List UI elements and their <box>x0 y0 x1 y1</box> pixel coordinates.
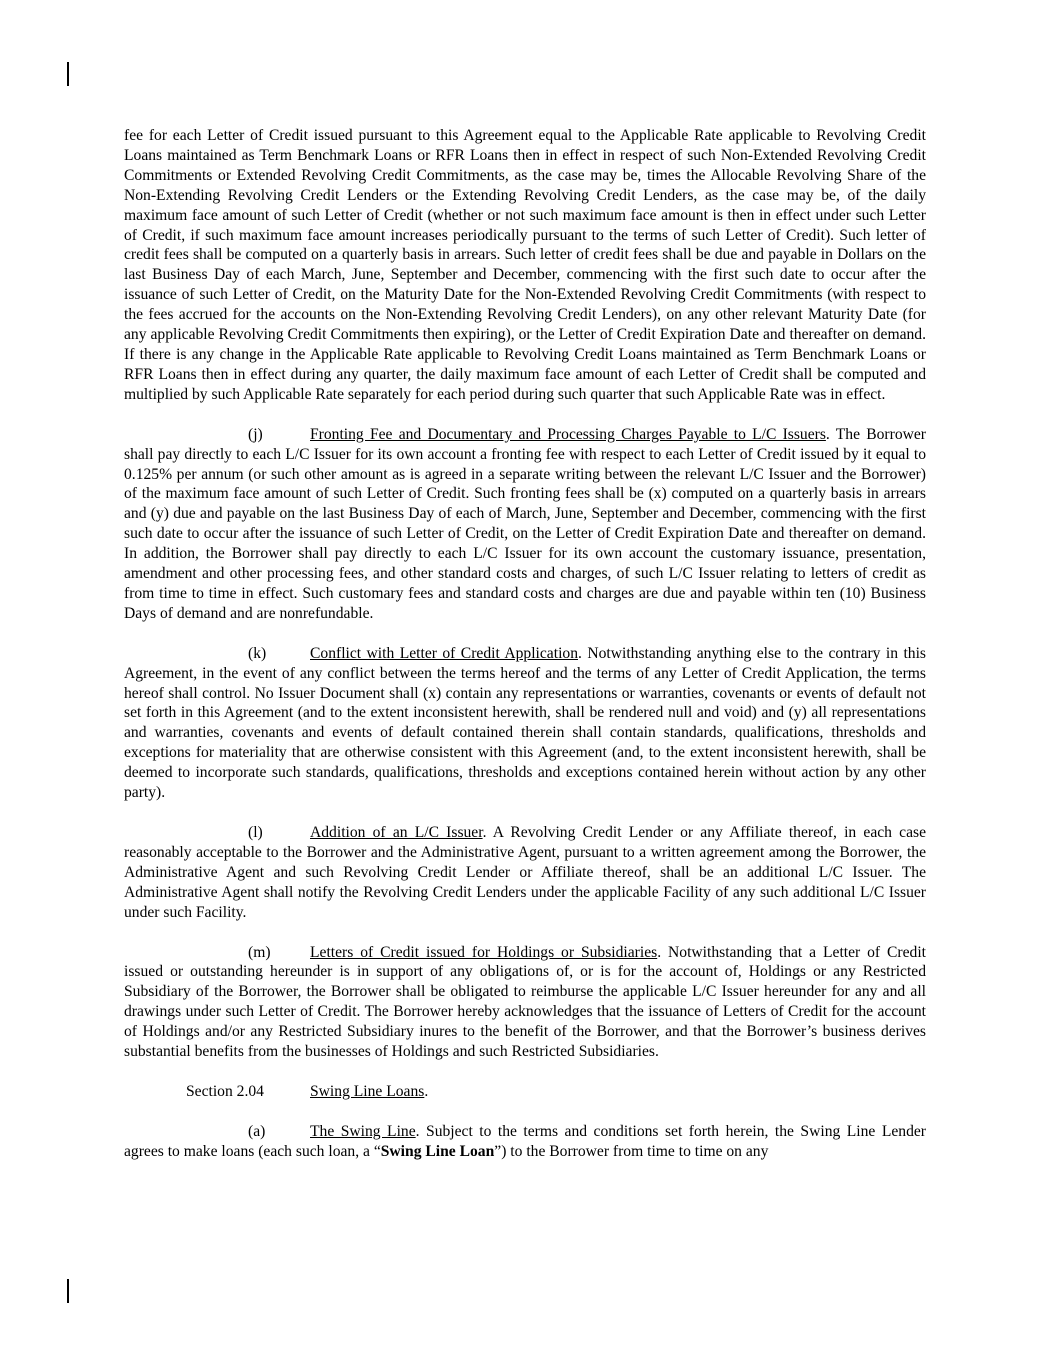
paragraph-text: fee for each Letter of Credit issued pursuant to this Agreement equal to the Applicable Rate applicable to Revolving Credit Loans maintained as Term Benchmark Loans or RFR Loans then in effect in respect of such Non-Extended Revolving Credit Commitments or Extended Revolving Credit Commitments, as the case may be, times the Allocable Revolving Share of the Non-Extending Revolving Credit Lenders or the Extending Revolving Credit Lenders, as the case may be, of the daily maximum face amount of such Letter of Credit (whether or not such maximum face amount is then in effect under such Letter of Credit, if such maximum face amount increases periodically pursuant to the terms of such Letter of Credit). Such letter of credit fees shall be computed on a quarterly basis in arrears. Such letter of credit fees shall be due and payable in Dollars on the last Business Day of each March, June, September and December, commencing with the first such date to occur after the issuance of such Letter of Credit, on the Maturity Date for the Non-Extended Revolving Credit Commitments (with respect to the fees accrued for the accounts on the Non-Extending Revolving Credit Lenders), on any other relevant Maturity Date (for any applicable Revolving Credit Commitments then expiring), or the Letter of Credit Expiration Date and thereafter on demand. If there is any change in the Applicable Rate applicable to Revolving Credit Loans maintained as Term Benchmark Loans or RFR Loans then in effect during any quarter, the daily maximum face amount of each Letter of Credit shall be computed and multiplied by such Applicable Rate separately for each period during such quarter that such Applicable Rate was in effect. <box>124 127 926 403</box>
bottom-margin-mark <box>67 1279 69 1303</box>
paragraph-a <box>124 1122 926 1162</box>
paragraph-number: (l) <box>248 824 263 841</box>
paragraph-text: . The Borrower shall pay directly to each L/C Issuer for its own account a fronting fee with respect to each Letter of Credit issued by it equal to 0.125% per annum (or such other amount as is agreed in a separate writing between the relevant L/C Issuer and the Borrower) of the maximum face amount of such Letter of Credit. Such fronting fees shall be (x) computed on a quarterly basis in arrears and (y) due and payable on the last Business Day of each of March, June, September and December, commencing with the first such date to occur after the issuance of such Letter of Credit, on the Letter of Credit Expiration Date and thereafter on demand. In addition, the Borrower shall pay directly to each L/C Issuer for its own account the customary issuance, presentation, amendment and other processing fees, and other standard costs and charges, of such L/C Issuer relating to letters of credit as from time to time in effect. Such customary fees and standard costs and charges are due and payable within ten (10) Business Days of demand and are nonrefundable. <box>124 425 926 622</box>
paragraph-text-after: ”) to the Borrower from time to time on any <box>494 1142 769 1160</box>
paragraph-text: . Subject to the terms and conditions set forth herein, the Swing Line Lender agrees to make loans (each such loan, a “ <box>124 1122 926 1160</box>
paragraph-text: . Notwithstanding that a Letter of Credit issued or outstanding hereunder is in support of any obligations of, or is for the account of, Holdings or any Restricted Subsidiary of the Borrower, the Borrower shall be obligated to reimburse the applicable L/C Issuer hereunder for any and all drawings under such Letter of Credit. The Borrower hereby acknowledges that the issuance of Letters of Credit for the account of Holdings and/or any Restricted Subsidiary inures to the benefit of the Borrower, and that the Borrower’s business derives substantial benefits from the businesses of Holdings and such Restricted Subsidiaries. <box>124 943 927 1061</box>
paragraph-number: (j) <box>248 425 263 443</box>
paragraph-text: . A Revolving Credit Lender or any Affiliate thereof, in each case reasonably acceptable to the Borrower and the Administrative Agent, pursuant to a written agreement among the Borrower, the Administrative Agent and such Revolving Credit Lender or Affiliate thereof, shall be an additional L/C Issuer. The Administrative Agent shall notify the Revolving Credit Lenders under the applicable Facility of any such additional L/C Issuer under such Facility. <box>124 824 927 921</box>
section-period: . <box>424 1082 429 1100</box>
defined-term: Swing Line Loan <box>380 1142 495 1160</box>
paragraph-k <box>124 644 926 803</box>
paragraph-number: (m) <box>248 943 271 961</box>
paragraph-heading: Fronting Fee and Documentary and Processing Charges Payable to L/C Issuers <box>310 425 826 443</box>
paragraph-number: (a) <box>248 1122 266 1140</box>
paragraph-heading: Letters of Credit issued for Holdings or Subsidiaries <box>310 943 658 961</box>
paragraph-heading: Conflict with Letter of Credit Application <box>310 644 578 662</box>
paragraph-m <box>124 943 926 1062</box>
document-body <box>124 126 926 1182</box>
paragraph-j <box>124 425 926 624</box>
paragraph-l <box>124 823 926 923</box>
paragraph-text: . Notwithstanding anything else to the contrary in this Agreement, in the event of any conflict between the terms hereof and the terms of any Letter of Credit Application, the terms hereof shall control. No Issuer Document shall (x) contain any representations or warranties, covenants or events of default not set forth in this Agreement (and to the extent inconsistent herewith, shall be rendered null and void) and (y) all representations and warranties, covenants and events of default contained therein shall contain standards, qualifications, thresholds and exceptions for materiality that are otherwise consistent with this Agreement (and, to the extent inconsistent herewith, shall be deemed to incorporate such standards, qualifications, thresholds and exceptions contained herein without action by any other party). <box>124 644 926 802</box>
section-heading <box>124 1082 926 1102</box>
paragraph-i-continuation <box>124 126 926 405</box>
paragraph-heading: The Swing Line <box>310 1122 416 1140</box>
paragraph-number: (k) <box>248 644 267 662</box>
section-number: Section 2.04 <box>186 1082 264 1100</box>
top-margin-mark <box>67 62 69 86</box>
section-title: Swing Line Loans <box>310 1082 425 1100</box>
paragraph-heading: Addition of an L/C Issuer <box>310 824 483 841</box>
